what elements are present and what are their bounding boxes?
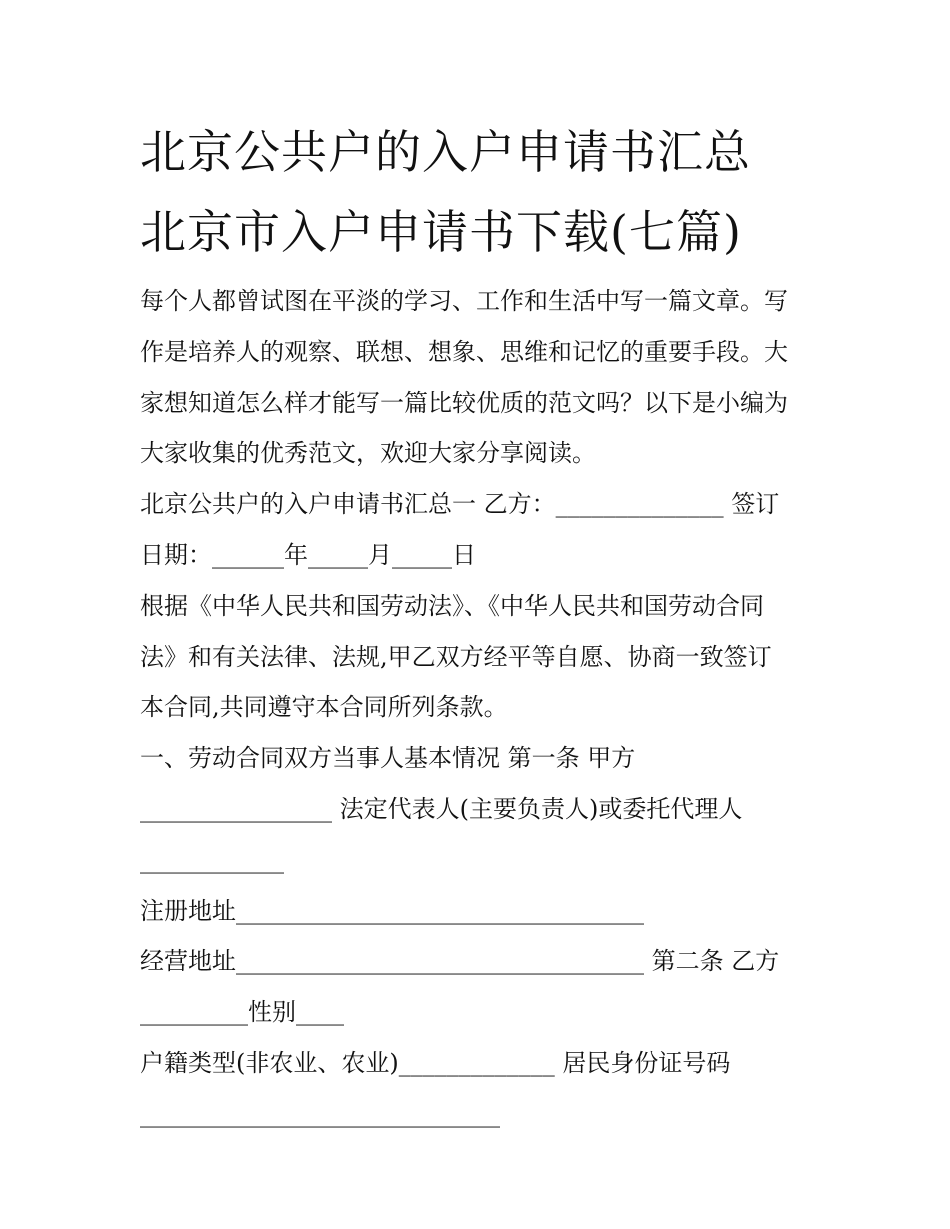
body-line: 注册地址__________________________________: [140, 896, 644, 925]
body-line: 经营地址__________________________________ 第二条 乙方: [140, 947, 780, 976]
body-line: 日期：______年_____月_____日: [140, 540, 476, 569]
body-line: 家想知道怎么样才能写一篇比较优质的范文吗？以下是小编为: [140, 388, 788, 417]
body-line: 一、劳动合同双方当事人基本情况 第一条 甲方: [140, 744, 636, 773]
body-line: 本合同,共同遵守本合同所列条款。: [140, 693, 508, 722]
body-line: ______________________________: [140, 1099, 500, 1128]
body-line: ________________ 法定代表人(主要负责人)或委托代理人: [140, 794, 743, 823]
body-line: 大家收集的优秀范文，欢迎大家分享阅读。: [140, 439, 596, 468]
document-title: [140, 112, 820, 272]
body-line: 北京公共户的入户申请书汇总一 乙方：______________ 签订: [140, 490, 780, 519]
body-line: 作是培养人的观察、联想、想象、思维和记忆的重要手段。大: [140, 337, 788, 366]
body-line: _________性别____: [140, 998, 344, 1027]
document-body: [140, 276, 820, 1140]
body-line: 每个人都曾试图在平淡的学习、工作和生活中写一篇文章。写: [140, 287, 788, 315]
body-line: 户籍类型(非农业、农业)_____________ 居民身份证号码: [140, 1048, 731, 1077]
body-line: 法》和有关法律、法规,甲乙双方经平等自愿、协商一致签订: [140, 642, 772, 671]
title-line-2: 北京市入户申请书下载(七篇): [140, 205, 742, 259]
title-line-1: 北京公共户的入户申请书汇总: [140, 125, 751, 179]
body-line: 根据《中华人民共和国劳动法》、《中华人民共和国劳动合同: [140, 591, 764, 620]
body-line: ____________: [140, 845, 284, 874]
